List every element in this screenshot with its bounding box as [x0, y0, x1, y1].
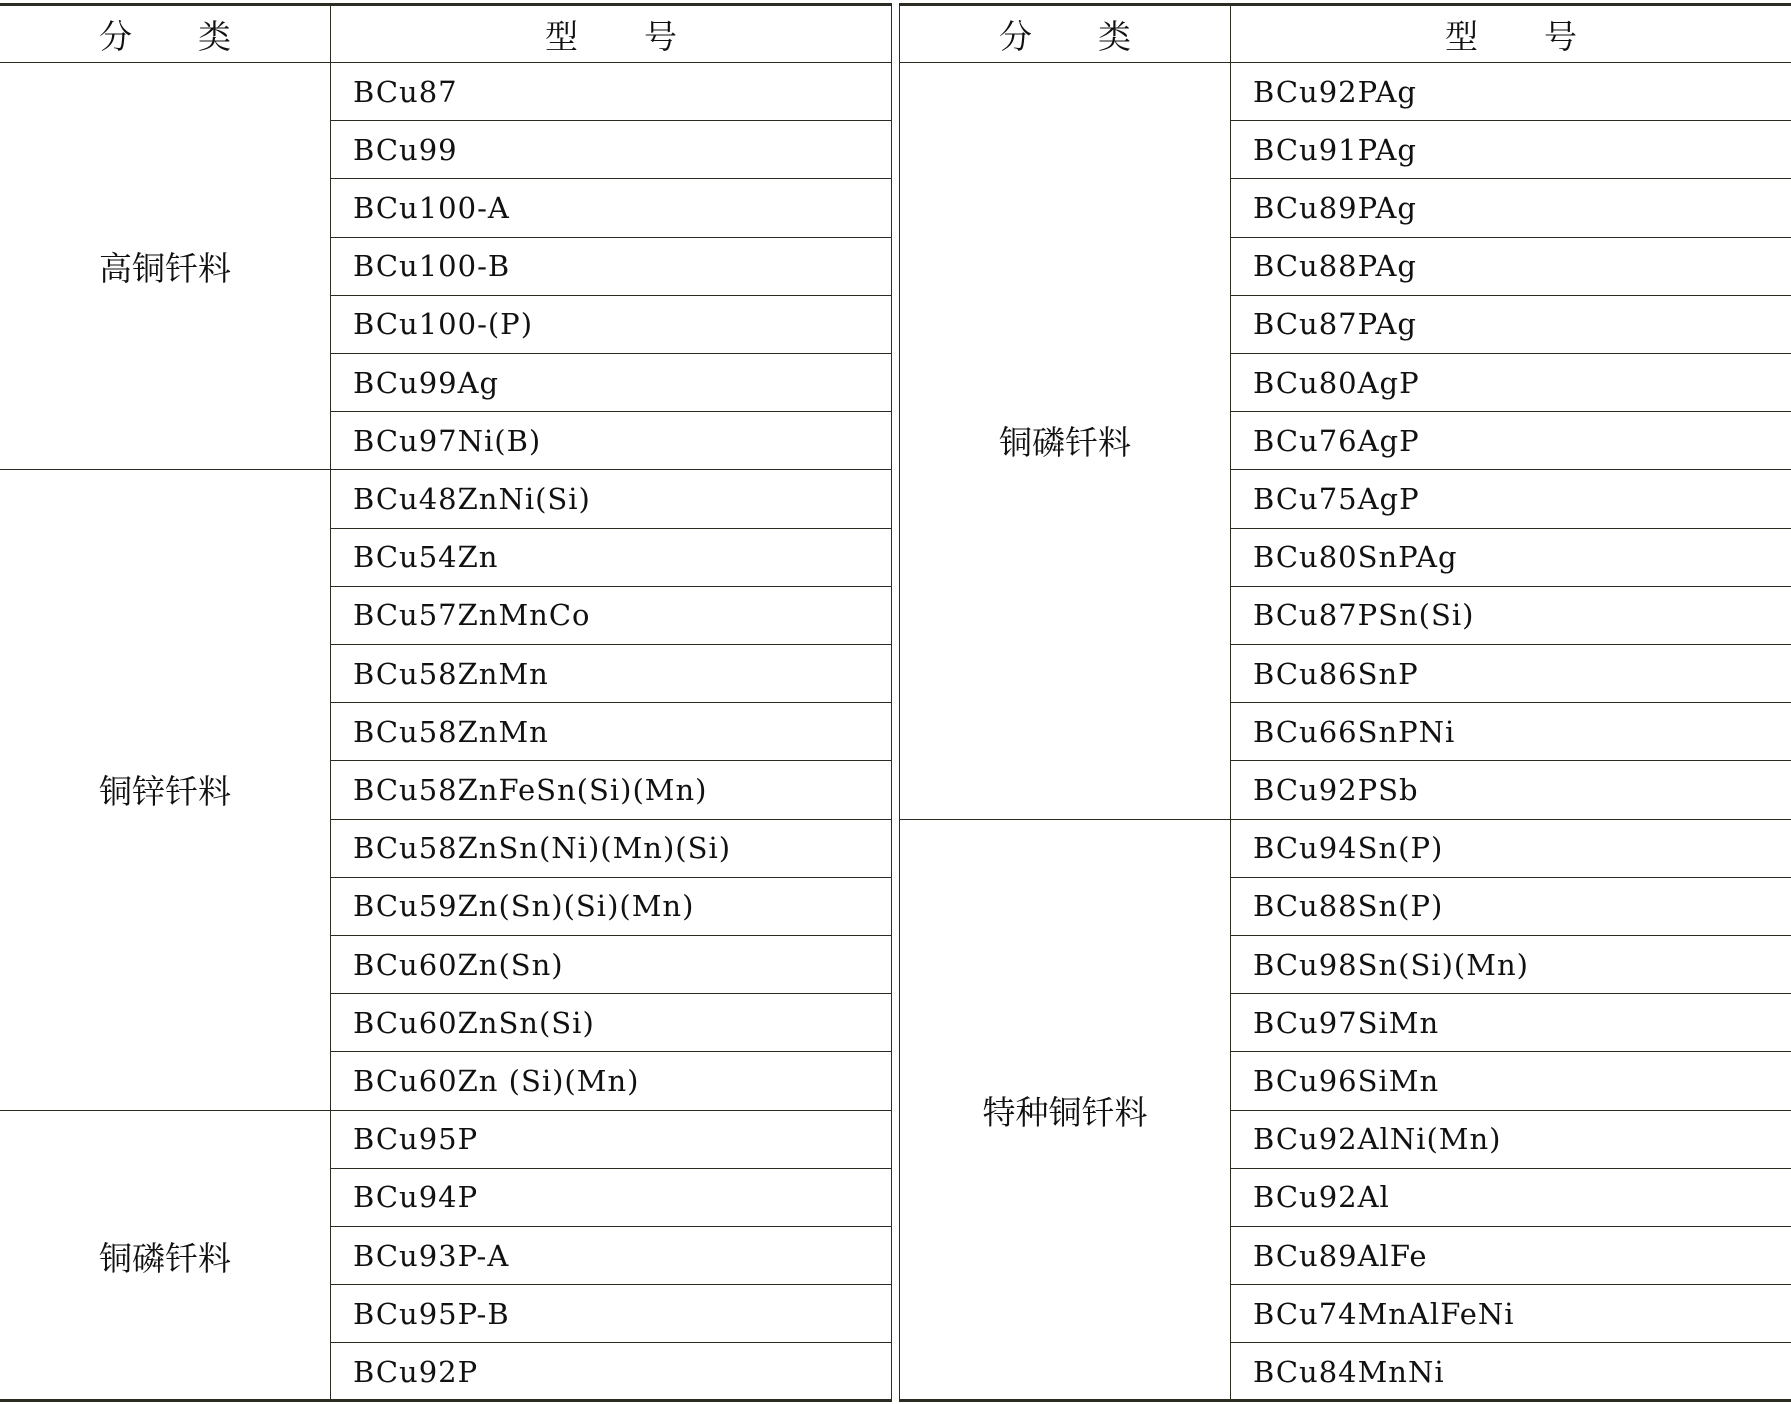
- model-cell: BCu97Ni(B): [331, 412, 891, 470]
- model-cell: BCu88Sn(P): [1231, 878, 1791, 936]
- model-cell: BCu84MnNi: [1253, 1355, 1445, 1390]
- category-cell: 铜磷钎料: [0, 1111, 331, 1402]
- model-cell: BCu92PSb: [1231, 761, 1791, 819]
- header-category-char-2: 类: [1098, 16, 1131, 56]
- header-category-char-1: 分: [99, 16, 132, 56]
- model-cell: BCu96SiMn: [1231, 1052, 1791, 1110]
- model-cell: BCu80AgP: [1231, 354, 1791, 412]
- model-cell: BCu87PAg: [1231, 296, 1791, 354]
- header-category: [900, 6, 1231, 63]
- header-category-char-1: 分: [999, 16, 1032, 56]
- model-cell: BCu86SnP: [1231, 645, 1791, 703]
- model-cell: BCu60ZnSn(Si): [331, 994, 891, 1052]
- model-cell: BCu66SnPNi: [1231, 703, 1791, 761]
- header-model-char-2: 号: [644, 16, 677, 56]
- category-cell: 铜锌钎料: [0, 470, 331, 1110]
- model-cell: BCu99: [331, 121, 891, 179]
- model-cell: BCu100-B: [331, 238, 891, 296]
- model-cell: BCu87: [331, 63, 891, 121]
- model-cell: BCu100-A: [331, 179, 891, 237]
- model-cell: BCu95P: [331, 1111, 891, 1169]
- model-cell: BCu60Zn(Sn): [331, 936, 891, 994]
- category-cell: 高铜钎料: [0, 63, 331, 470]
- header-category-char-2: 类: [198, 16, 231, 56]
- model-cell: BCu93P-A: [331, 1227, 891, 1285]
- model-cell: BCu94P: [331, 1169, 891, 1227]
- model-cell: BCu75AgP: [1231, 470, 1791, 528]
- model-cell: BCu92AlNi(Mn): [1231, 1111, 1791, 1169]
- table-right-half: [899, 3, 1791, 1402]
- header-model: [331, 6, 891, 63]
- model-cell: BCu98Sn(Si)(Mn): [1231, 936, 1791, 994]
- header-model-char-2: 号: [1544, 16, 1577, 56]
- header-model-char-1: 型: [545, 16, 578, 56]
- model-cell: BCu91PAg: [1231, 121, 1791, 179]
- model-cell: BCu92P: [353, 1355, 479, 1390]
- model-cell: BCu94Sn(P): [1231, 820, 1791, 878]
- model-cell: BCu57ZnMnCo: [331, 587, 891, 645]
- model-cell: BCu89PAg: [1231, 179, 1791, 237]
- model-cell: BCu60Zn (Si)(Mn): [331, 1052, 891, 1110]
- model-cell: BCu95P-B: [331, 1285, 891, 1343]
- model-cell: BCu97SiMn: [1231, 994, 1791, 1052]
- table-left-half: [0, 3, 892, 1402]
- model-cell: BCu54Zn: [331, 529, 891, 587]
- model-cell: BCu89AlFe: [1231, 1227, 1791, 1285]
- header-category: [0, 6, 331, 63]
- model-cell: BCu87PSn(Si): [1231, 587, 1791, 645]
- model-cell: BCu59Zn(Sn)(Si)(Mn): [331, 878, 891, 936]
- header-model: [1231, 6, 1791, 63]
- category-cell: 铜磷钎料: [900, 63, 1231, 820]
- model-cell: BCu92Al: [1231, 1169, 1791, 1227]
- model-cell: BCu92PAg: [1231, 63, 1791, 121]
- model-cell: BCu76AgP: [1231, 412, 1791, 470]
- model-cell: BCu58ZnFeSn(Si)(Mn): [331, 761, 891, 819]
- model-cell: BCu99Ag: [331, 354, 891, 412]
- model-cell: BCu58ZnMn: [331, 703, 891, 761]
- category-cell: 特种铜钎料: [900, 820, 1231, 1402]
- header-model-char-1: 型: [1445, 16, 1478, 56]
- model-cell: BCu74MnAlFeNi: [1231, 1285, 1791, 1343]
- model-cell: BCu80SnPAg: [1231, 529, 1791, 587]
- model-cell: BCu88PAg: [1231, 238, 1791, 296]
- model-cell: BCu48ZnNi(Si): [331, 470, 891, 528]
- model-cell: BCu58ZnSn(Ni)(Mn)(Si): [331, 820, 891, 878]
- model-cell: BCu100-(P): [331, 296, 891, 354]
- brazing-alloy-table: [0, 3, 1791, 1402]
- model-cell: BCu58ZnMn: [331, 645, 891, 703]
